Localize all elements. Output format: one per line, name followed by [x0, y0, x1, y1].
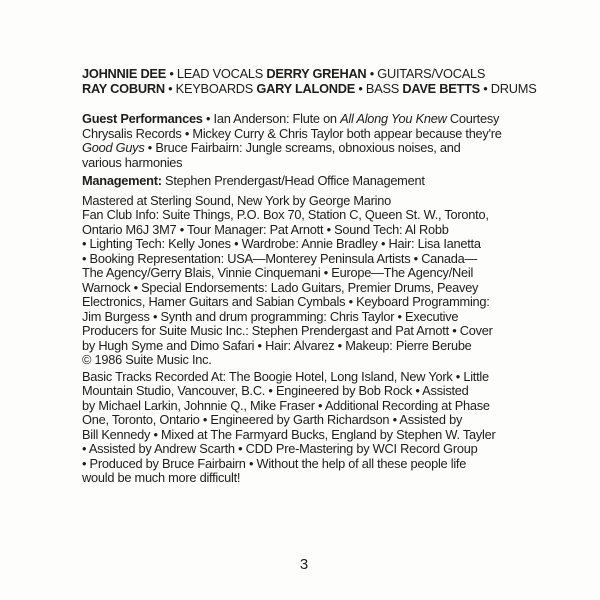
- text-line: Jim Burgess • Synth and drum programming: Chris Taylor • Executive: [82, 308, 459, 324]
- text-line: One, Toronto, Ontario • Engineered by Garth Richardson • Assisted by: [82, 412, 463, 427]
- text-line: Basic Tracks Recorded At: The Boogie Hotel, Long Island, New York • Little: [82, 368, 489, 384]
- text-line: various harmonies: [82, 154, 183, 170]
- text-line: Producers for Suite Music Inc.: Stephen Prendergast and Pat Arnott • Cover: [82, 323, 493, 338]
- copyright-line: [82, 353, 534, 368]
- management-line: [82, 174, 534, 189]
- text-line: The Agency/Gerry Blais, Vinnie Cinquemani • Europe—The Agency/Neil: [82, 265, 474, 280]
- text-line: would be much more difficult!: [82, 470, 241, 485]
- text-line: Mastered at Sterling Sound, New York by George Marino: [82, 192, 391, 208]
- text-line: • Assisted by Andrew Scarth • CDD Pre-Mastering by WCI Record Group: [82, 441, 478, 456]
- production-credits-paragraph: [82, 194, 534, 354]
- guest-performances-paragraph: [82, 112, 534, 170]
- text-line: Management: Stephen Prendergast/Head Office Management: [82, 173, 425, 188]
- text-line: Good Guys • Bruce Fairbairn: Jungle screams, obnoxious noises, and: [82, 140, 461, 155]
- text-line: Electronics, Hamer Guitars and Sabian Cymbals • Keyboard Programming:: [82, 294, 490, 309]
- text-line: Mountain Studio, Vancouver, B.C. • Engineered by Bob Rock • Assisted: [82, 383, 469, 398]
- text-line: Guest Performances • Ian Anderson: Flute on All Along You Knew Courtesy: [82, 111, 500, 126]
- text-line: • Lighting Tech: Kelly Jones • Wardrobe: Annie Bradley • Hair: Lisa Ianetta: [82, 236, 481, 251]
- text-line: Fan Club Info: Suite Things, P.O. Box 70, Station C, Queen St. W., Toronto,: [82, 207, 489, 222]
- text-line: Bill Kennedy • Mixed at The Farmyard Bucks, England by Stephen W. Tayler: [82, 426, 496, 442]
- text-line: Warnock • Special Endorsements: Lado Guitars, Premier Drums, Peavey: [82, 279, 479, 295]
- text-line: • Booking Representation: USA—Monterey Peninsula Artists • Canada—: [82, 250, 478, 266]
- text-line: • Produced by Bruce Fairbairn • Without the help of all these people life: [82, 455, 467, 471]
- liner-notes: [82, 66, 537, 486]
- text-line: by Hugh Syme and Dimo Safari • Hair: Alvarez • Makeup: Pierre Berube: [82, 337, 472, 353]
- text-line: © 1986 Suite Music Inc.: [82, 352, 212, 367]
- text-line: RAY COBURN • KEYBOARDS GARY LALONDE • BASS DAVE BETTS • DRUMS: [82, 80, 537, 96]
- text-line: Chrysalis Records • Mickey Curry & Chris Taylor both appear because they're: [82, 125, 502, 141]
- text-line: by Michael Larkin, Johnnie Q., Mike Fraser • Additional Recording at Phase: [82, 397, 490, 413]
- page-number: 3: [299, 556, 309, 573]
- text-line: JOHNNIE DEE • LEAD VOCALS DERRY GREHAN • GUITARS/VOCALS: [82, 66, 486, 81]
- band-member-credits: [82, 66, 537, 96]
- text-line: Ontario M6J 3M7 • Tour Manager: Pat Arnott • Sound Tech: Al Robb: [82, 221, 449, 237]
- recording-credits-paragraph: [82, 370, 534, 486]
